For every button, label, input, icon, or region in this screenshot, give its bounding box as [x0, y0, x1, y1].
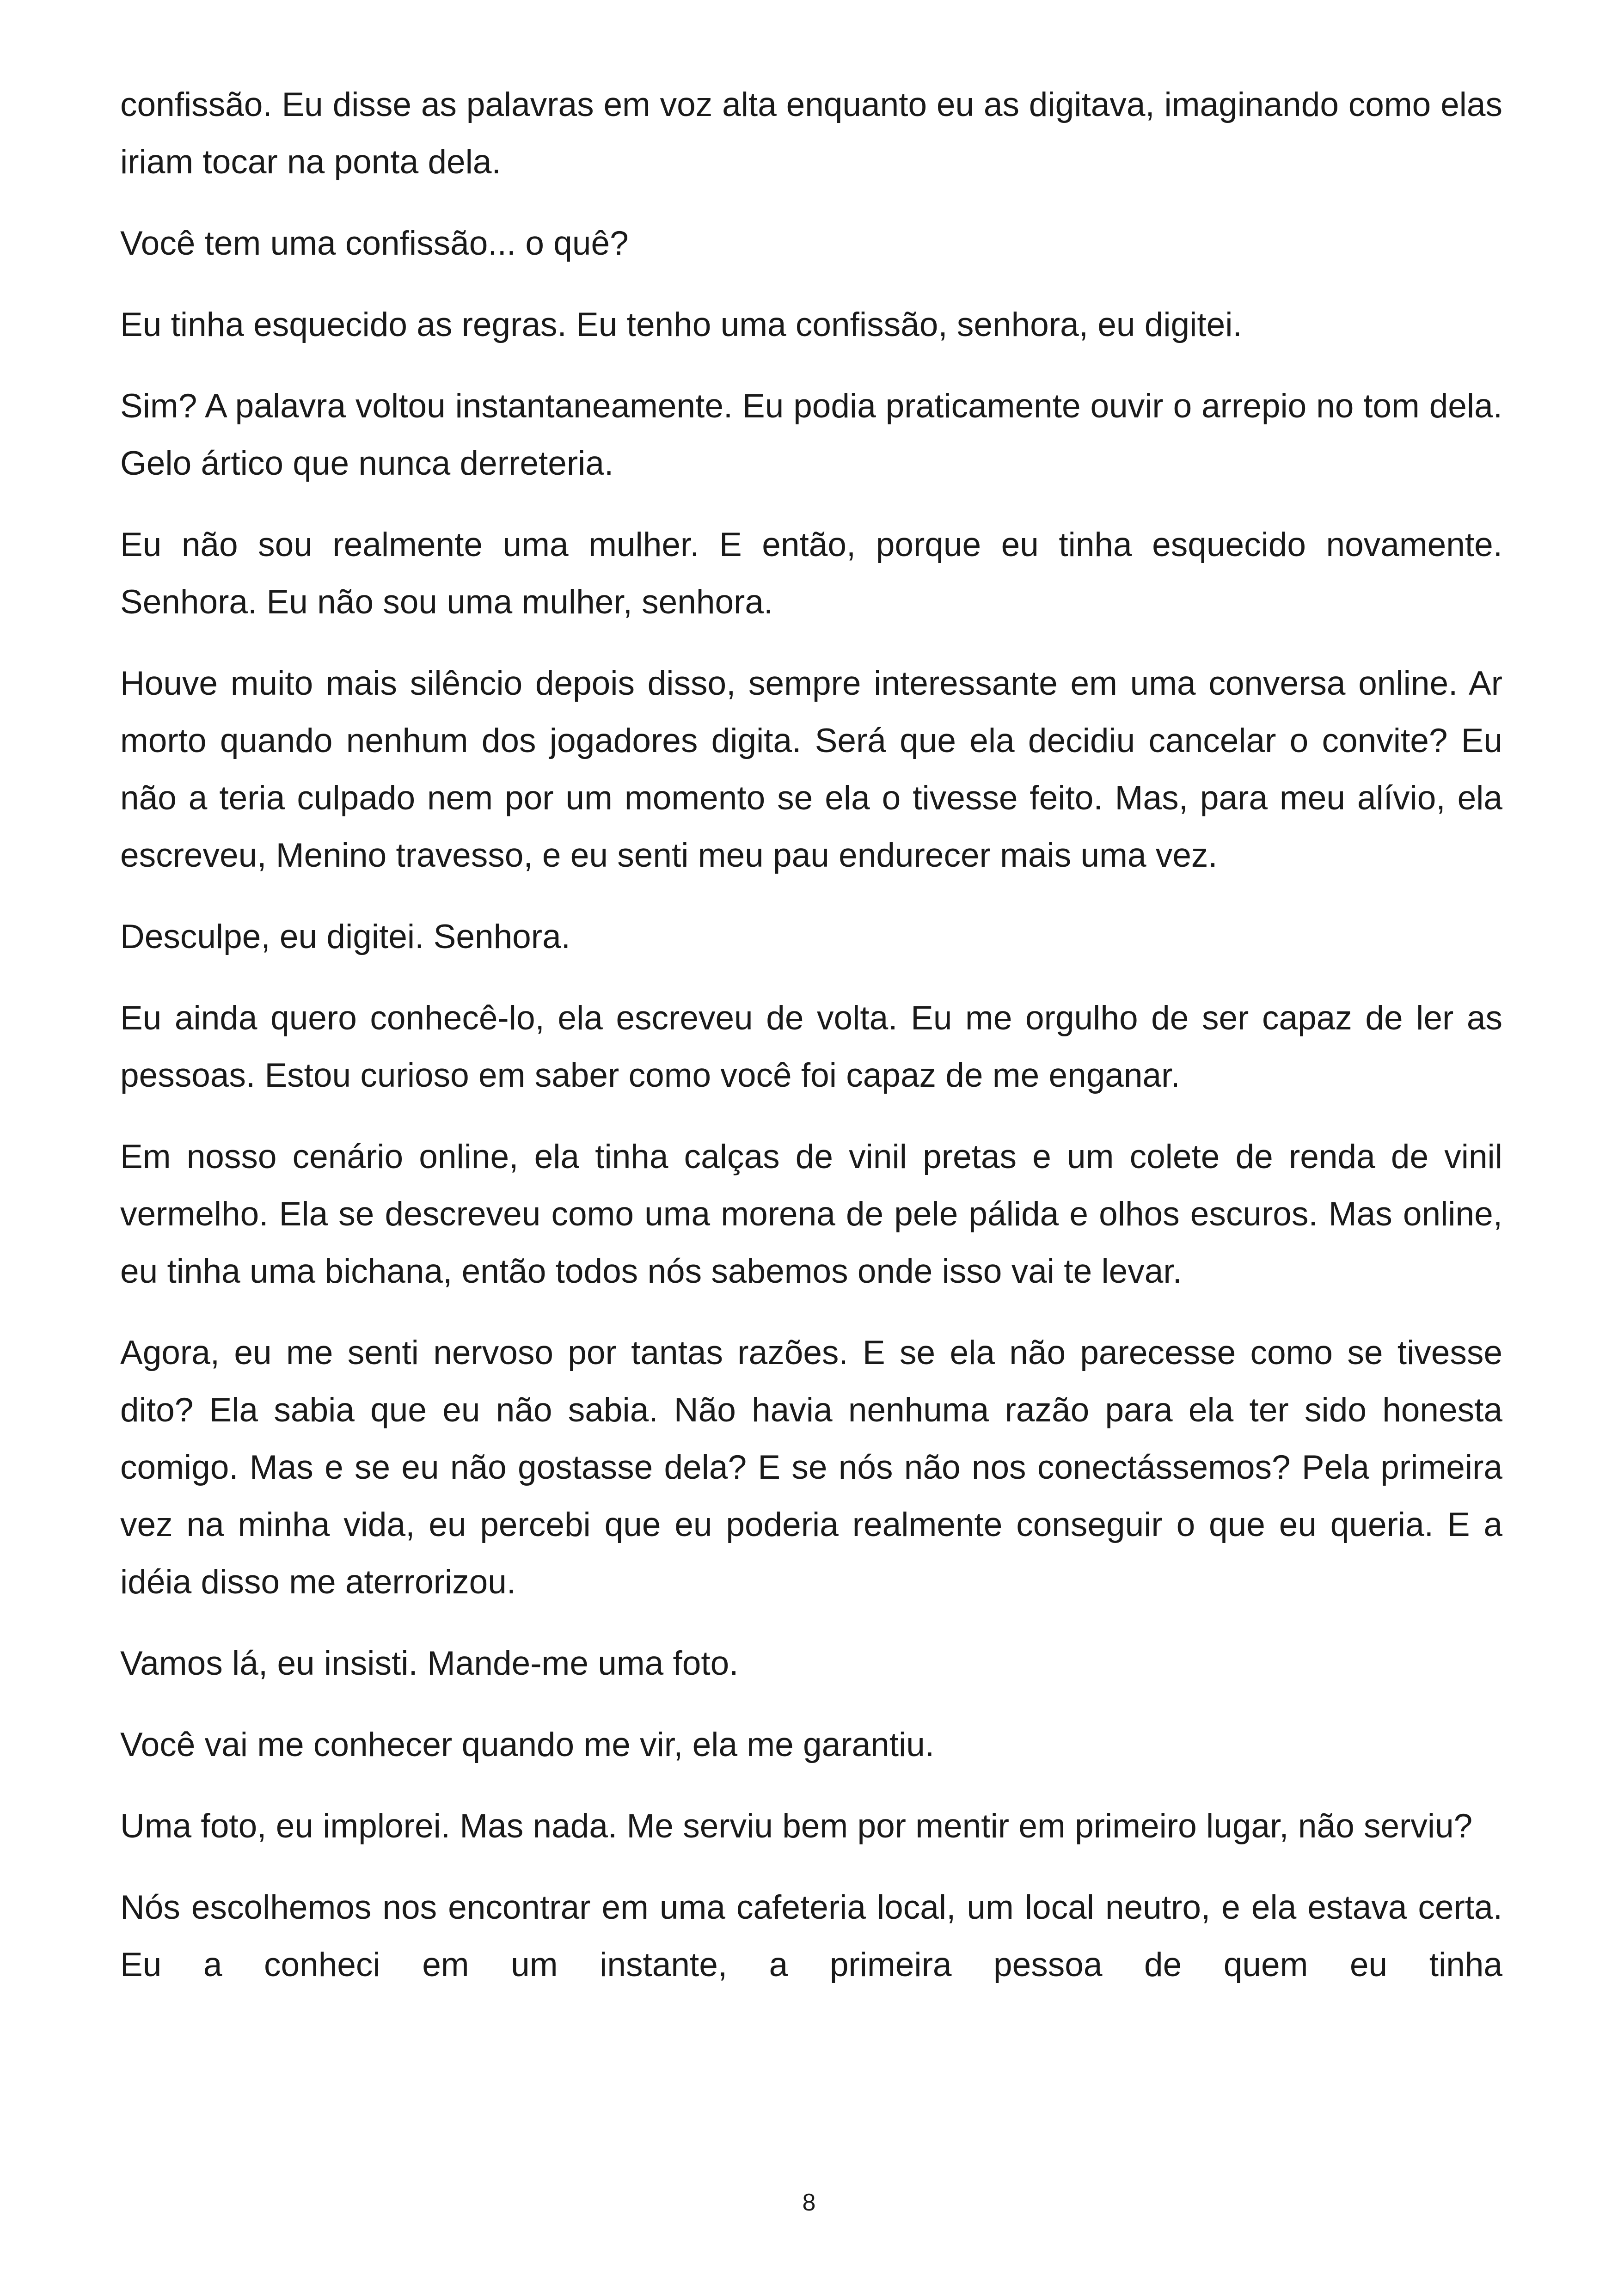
paragraph: Eu não sou realmente uma mulher. E então, porque eu tinha esquecido novamente. Senhora. Eu não sou uma mulher, senhora. — [120, 526, 1502, 621]
paragraph: Nós escolhemos nos encontrar em uma cafeteria local, um local neutro, e ela estava certa. Eu a conheci em um instante, a primeira pessoa de quem eu tinha — [120, 1889, 1502, 1984]
paragraph: Você tem uma confissão... o quê? — [120, 225, 629, 262]
page-body — [120, 76, 1502, 2018]
paragraph: Em nosso cenário online, ela tinha calças de vinil pretas e um colete de renda de vinil vermelho. Ela se descreveu como uma morena de pele pálida e olhos escuros. Mas online, eu tinha uma bichana, então todos nós sabemos onde isso vai te levar. — [120, 1138, 1502, 1290]
paragraph: Você vai me conhecer quando me vir, ela me garantiu. — [120, 1726, 935, 1763]
paragraph: Uma foto, eu implorei. Mas nada. Me serviu bem por mentir em primeiro lugar, não serviu? — [120, 1807, 1473, 1845]
paragraph: confissão. Eu disse as palavras em voz alta enquanto eu as digitava, imaginando como elas iriam tocar na ponta dela. — [120, 86, 1502, 181]
paragraph: Agora, eu me senti nervoso por tantas razões. E se ela não parecesse como se tivesse dito? Ela sabia que eu não sabia. Não havia nenhuma razão para ela ter sido honesta comigo. Mas e se eu não gostasse dela? E se nós não nos conectássemos? Pela primeira vez na minha vida, eu percebi que eu poderia realmente conseguir o que eu queria. E a idéia disso me aterrorizou. — [120, 1334, 1502, 1601]
page-number: 8 — [802, 2189, 816, 2216]
paragraph: Eu ainda quero conhecê-lo, ela escreveu de volta. Eu me orgulho de ser capaz de ler as pessoas. Estou curioso em saber como você foi capaz de me enganar. — [120, 999, 1502, 1094]
paragraph: Sim? A palavra voltou instantaneamente. Eu podia praticamente ouvir o arrepio no tom dela. Gelo ártico que nunca derreteria. — [120, 387, 1502, 482]
paragraph: Eu tinha esquecido as regras. Eu tenho uma confissão, senhora, eu digitei. — [120, 306, 1242, 343]
paragraph: Desculpe, eu digitei. Senhora. — [120, 918, 570, 955]
paragraph: Houve muito mais silêncio depois disso, sempre interessante em uma conversa online. Ar morto quando nenhum dos jogadores digita. Será que ela decidiu cancelar o convite? Eu não a teria culpado nem por um momento se ela o tivesse feito. Mas, para meu alívio, ela escreveu, Menino travesso, e eu senti meu pau endurecer mais uma vez. — [120, 665, 1502, 874]
paragraph: Vamos lá, eu insisti. Mande-me uma foto. — [120, 1645, 739, 1682]
